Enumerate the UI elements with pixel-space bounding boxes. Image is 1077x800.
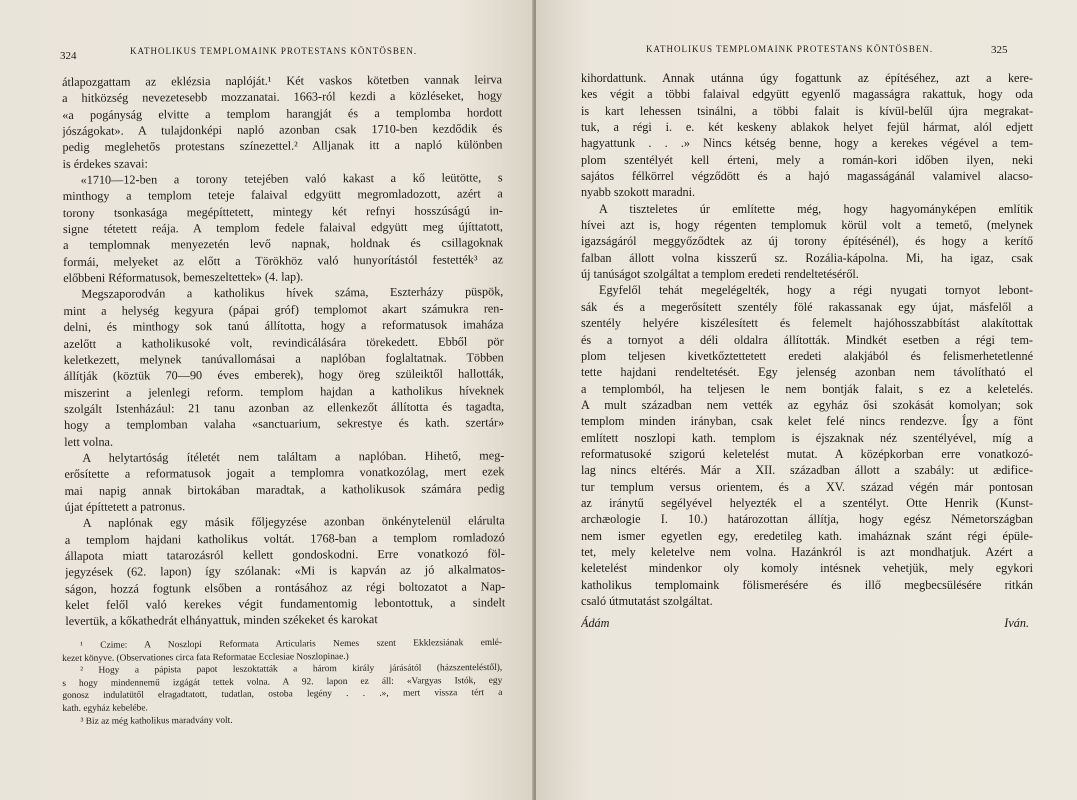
right-text-line: hívei azt is, hogy régenten templomuk körül volt a temető, (melynek xyxy=(581,218,1033,233)
left-text-line: Megszaporodván a katholikus hívek száma, Eszterházy püspök, xyxy=(81,284,504,302)
right-text-line: és a tornyot a déli oldalra állították. Mindkét esetben a régi tem- xyxy=(581,332,1033,347)
left-text-line: is érdekes szavai: xyxy=(62,156,148,171)
right-text-line: A mult században nem vették az egyház ősi szokását komolyan; sok xyxy=(581,397,1033,412)
footnote-line: gonosz indulatütől elragadtatott, tudatlan, ostoba legény . . .», mert vissza tért a xyxy=(62,688,503,702)
right-text-line: nyabb szokott maradni. xyxy=(581,185,696,200)
right-text-line: említett noszlopi kath. templom is éjszaknak néz szentélyével, míg a xyxy=(581,430,1033,445)
left-body-text xyxy=(62,71,505,629)
footnote-line: ³ Biz az még katholikus maradvány volt. xyxy=(80,715,233,727)
right-text-line: hagyattunk . . .» Nincs kétség benne, hogy a kerekes végével a tem- xyxy=(581,136,1033,151)
right-text-line: új tanúságot szolgáltat a templom eredeti rendeltetéséről. xyxy=(581,267,859,282)
right-text-line: tet, mely keletelve nem volna. Hazánkról is azt mondhatjuk. Azért a xyxy=(581,544,1033,559)
right-text-line: csaló útmutatást szolgáltat. xyxy=(581,594,713,608)
footnote-line: kezet könyve. (Observationes circa fata Reformatae Ecclesiae Noszlopinae.) xyxy=(62,651,349,664)
left-text-line: keletkezett, melynek tanúvallomásai a naplóban foglaltatnak. Többen xyxy=(63,350,504,367)
left-text-line: delni, és minthogy sok tanú állította, hogy a reformatusok imaháza xyxy=(63,317,504,335)
right-text-line: templom minden irányban, csak kelet felé nincs rendezve. Így a fönt xyxy=(581,414,1033,429)
left-text-line: erősítette a reformatusok jogait a templomra vonatkozólag, mert ezek xyxy=(64,464,505,482)
right-page xyxy=(536,0,1077,800)
footnote-line: kath. egyház kebelébe. xyxy=(62,703,148,714)
left-text-line: azelőtt a katholikusoké volt, revindicálására törekedett. Ebből pör xyxy=(63,333,504,351)
right-text-line: plom teljesen kivetkőztettetett eredeti alakjából és felismerhetetlenné xyxy=(581,348,1033,363)
right-text-line: lag nincs eltérés. Már a XII. században állott a szabály: ut ædifice- xyxy=(581,463,1033,478)
left-text-line: pedig meglehetős protestans színezettel.² Alljanak itt a napló különben xyxy=(62,137,503,155)
left-text-line: minthogy a templom teteje falaival edgyütt megromladozott, azért a xyxy=(62,186,503,204)
left-running-head: KATHOLIKUS TEMPLOMAINK PROTESTANS KÖNTÖSBEN. xyxy=(130,46,418,56)
left-text-line: signe tétetett reája. A templom fedele falaival edgyütt meg újíttatott, xyxy=(62,219,503,237)
left-text-line: levertük, a kőkathedrát elhányattuk, minden székeket és karokat xyxy=(65,612,378,629)
right-text-line: A tiszteletes úr említette még, hogy hagyományképen említik xyxy=(599,201,1033,216)
left-text-line: «1710—12-ben a torony tetejében való kakast a kő leütötte, s xyxy=(80,170,503,187)
right-text-line: tuk, a régi i. e. két keskeny ablakok helyet fejül hármat, alól edjett xyxy=(581,120,1033,135)
left-page xyxy=(0,0,534,800)
right-text-line: kes végit a többi falaival edgyütt egyenlő magasságra rakattuk, hogy oda xyxy=(581,87,1033,102)
right-text-line: igazságáról meggyőződtek az új torony építésénél), és hogy a kerítő xyxy=(581,234,1033,249)
right-text-line: az iránytű segélyével helyezték el a szentélyt. Otte Henrik (Kunst- xyxy=(581,495,1033,510)
left-text-line: lett volna. xyxy=(64,434,114,449)
left-page-number: 324 xyxy=(60,50,77,62)
right-text-line: falban állott volna kisszerű sz. Rozália-kápolna. Mi, ha igaz, csak xyxy=(581,250,1033,265)
left-text-line: előbbeni Réformatusok, bemeszeltettek» (4. lap). xyxy=(63,269,304,286)
footnote-line: ¹ Czime: A Noszlopi Reformata Articularis Nemes szent Ekklezsiának emlé- xyxy=(80,637,503,651)
left-text-line: kelet felől való kerekes végit fundamentomig lebontottuk, a sindelt xyxy=(65,595,506,612)
right-text-line: nem ismer egyetlen egy, eredetileg kath. imaháznak szánt régi épüle- xyxy=(581,528,1033,543)
left-text-line: hogy a templomban valaha «sanctuarium, sekrestye és kath. szertár» xyxy=(64,415,505,433)
right-text-line: archæologie I. 10.) határozottan állítja, hogy egész Németországban xyxy=(581,512,1033,527)
right-text-line: plom szentélyét kell érteni, mely a román-kori időben ilyen, neki xyxy=(581,152,1033,167)
left-text-line: a templom hajdani katholikus voltát. 1768-ban a templom romladozó xyxy=(64,529,505,547)
left-text-line: mai napig annak birtokában maradtak, a katholikusok számára pedig xyxy=(64,480,505,498)
right-text-line: szentély helyére kiszélesített és felemelt hajóhosszabbítást alakítottak xyxy=(581,316,1033,331)
footnote-line: ² Hogy a pápista papot leszoktatták a három király járásától (házszenteléstől), xyxy=(80,663,503,677)
left-text-line: torony tsonkasága megépíttetett, mintegy két refnyi hosszúságú in- xyxy=(62,203,503,220)
author-signature: Ádám Iván. xyxy=(581,616,1029,631)
right-text-line: a templomból, ha teljesen le nem bontják falait, s ez a keletelés. xyxy=(581,381,1033,396)
right-text-line: tur templum versus orientem, és a XV. század végén már pontosan xyxy=(581,479,1033,494)
right-text-line: tette hajdani rendeltetését. Egy jelenség azonban nem távolítható el xyxy=(581,365,1033,380)
right-text-line: kihordattunk. Annak utánna úgy fogattunk az építéséhez, azt a kere- xyxy=(581,71,1033,85)
right-text-line: Egyfelől tehát megelégelték, hogy a régi nyugati tornyot lebont- xyxy=(599,283,1033,298)
left-text-line: formái, melyeket az előtt a Törökhöz való hunyorítástól festették³ az xyxy=(63,252,504,269)
left-text-line: A helytartóság ítéletét nem találtam a naplóban. Hihető, meg- xyxy=(82,448,505,465)
left-text-line: ságon, hozzá fogtunk elsőben a rontásához az régi boltozatot a Nap- xyxy=(65,578,506,596)
right-text-line: reformatusoké szigorú keletelést mutat. A középkorban erre vonatkozó- xyxy=(581,446,1033,461)
left-text-line: miszerint a jelenlegi reform. templom hajdan a katholikus híveknek xyxy=(63,382,504,400)
left-text-line: mint a helység kegyura (pápai gróf) templomot akart számukra ren- xyxy=(63,301,504,318)
left-text-line: «a pogányság elvitte a templom harangját és a templomba hordott xyxy=(62,104,503,122)
left-text-line: a templomnak menyezetén levő napnak, holdnak és csillagoknak xyxy=(63,235,504,253)
right-body-text xyxy=(581,70,1033,632)
left-text-line: újat építtetett a patronus. xyxy=(64,499,186,514)
left-footnotes xyxy=(62,637,503,728)
left-text-line: szolgált Istenházául: 21 tanu azonban az ellenkezőt állította és tagadta, xyxy=(64,399,505,416)
left-text-line: állítják (köztük 70—90 éves emberek), hogy öreg szüleiktől hallották, xyxy=(63,366,504,384)
left-text-line: a hitközség nevezetesebb mozzanatai. 1663-ról kezdi a közléseket, hogy xyxy=(62,88,503,106)
right-text-line: katholikus templomaink fölismerésére és illő megbecsülésére ritkán xyxy=(581,577,1033,592)
right-text-line: sajátos félkörrel végződött és a hajó magasságánál valamivel alacso- xyxy=(581,169,1033,184)
left-text-line: jegyzések (62. lapon) így szólanak: «Mi is kapván az jó alkalmatos- xyxy=(65,562,506,580)
left-text-line: állapota miatt tatarozásról kellett gondoskodni. Erre vonatkozó föl- xyxy=(64,546,505,563)
left-text-line: átlapozgattam az eklézsia naplóját.¹ Két vaskos kötetben vannak leirva xyxy=(62,72,503,89)
footnote-line: s hogy mindennemű izgágát tettek volna. A 92. lapon ez áll: «Vargyas Istók, egy xyxy=(62,675,503,689)
right-text-line: keletelést mindenkor oly komoly intésnek vehetjük, mely egykori xyxy=(581,561,1033,576)
right-text-line: is kart lehessen tsinálni, a többi falait is kívül-belűl újra megrakat- xyxy=(581,103,1033,118)
left-text-line: A naplónak egy másik főljegyzése azonban önkénytelenül elárulta xyxy=(82,513,505,531)
right-running-head: KATHOLIKUS TEMPLOMAINK PROTESTANS KÖNTÖSBEN. xyxy=(646,44,934,54)
right-page-number: 325 xyxy=(991,44,1008,56)
right-text-line: sák és a megerősített szentély fölé rakassanak egy újat, másfelől a xyxy=(581,299,1033,314)
left-text-line: jószágokat». A tulajdonképi napló azonban csak 1710-ben kezdődik és xyxy=(62,121,503,139)
